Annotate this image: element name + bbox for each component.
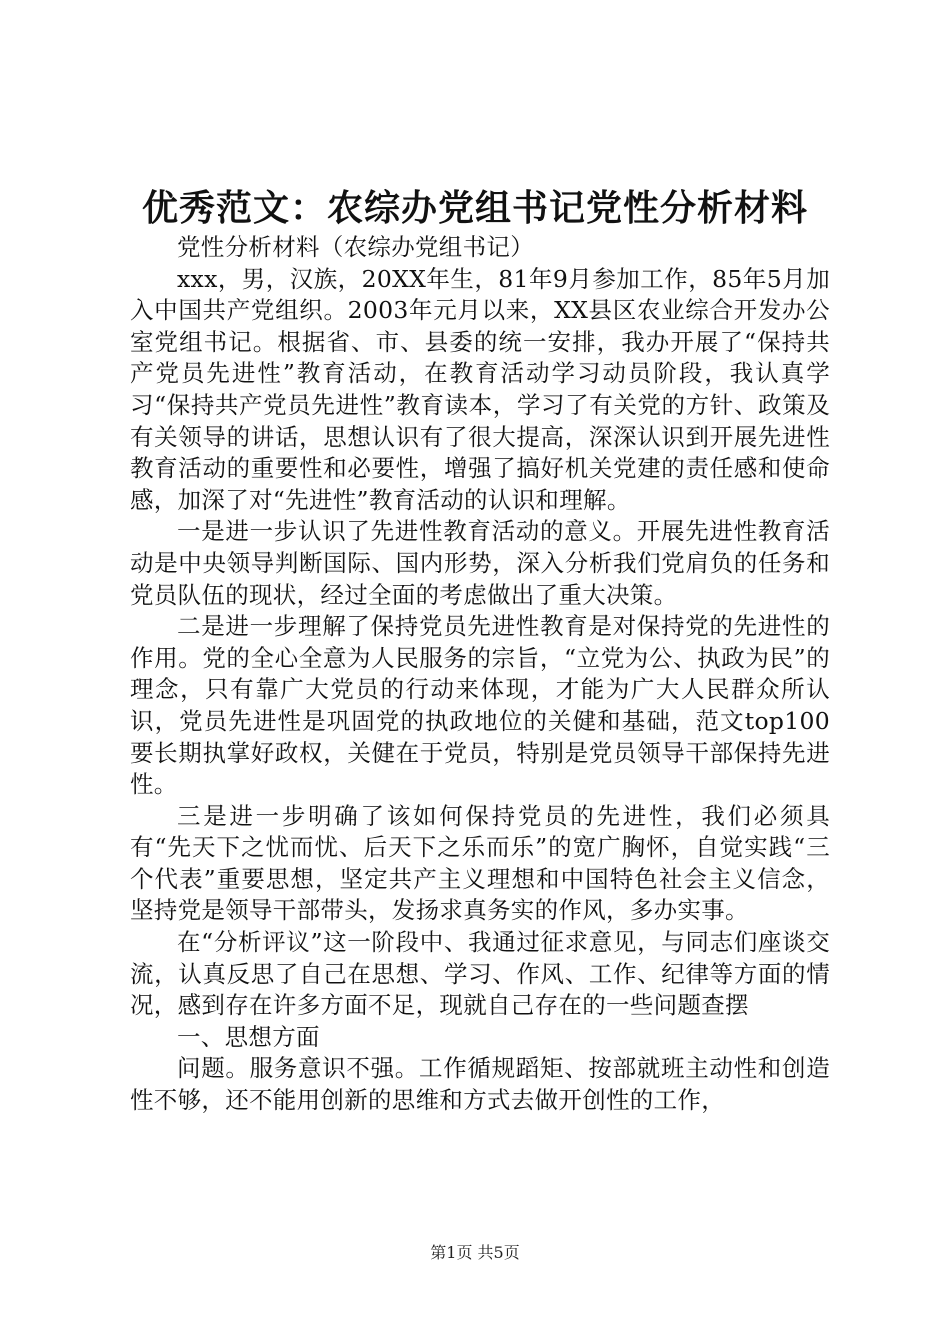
section-heading-thought: 一、思想方面 xyxy=(177,1022,320,1051)
paragraph-problem: 问题。服务意识不强。工作循规蹈矩、按部就班主动性和创造性不够，还不能用创新的思维和方式去做开创性的工作， xyxy=(130,1054,830,1115)
page-number-footer: 第1页 共5页 xyxy=(430,1243,520,1262)
paragraph-point-one: 一是进一步认识了先进性教育活动的意义。开展先进性教育活动是中央领导判断国际、国内形势，深入分析我们党肩负的任务和党员队伍的现状，经过全面的考虑做出了重大决策。 xyxy=(130,517,830,609)
document-title: 优秀范文：农综办党组书记党性分析材料 xyxy=(141,187,808,229)
paragraph-point-two: 二是进一步理解了保持党员先进性教育是对保持党的先进性的作用。党的全心全意为人民服务的宗旨，“立党为公、执政为民”的理念，只有靠广大党员的行动来体现，才能为广大人民群众所认识，党员先进性是巩固党的执政地位的关健和基础，范文top100要长期执掌好政权，关健在于党员，特别是党员领导干部保持先进性。 xyxy=(130,612,830,799)
paragraph-subtitle: 党性分析材料（农综办党组书记） xyxy=(177,233,534,261)
paragraph-intro: xxx，男，汉族，20XX年生，81年9月参加工作，85年5月加入中国共产党组织。2003年元月以来，XX县区农业综合开发办公室党组书记。根据省、市、县委的统一安排，我办开展了“保持共产党员先进性”教育活动，在教育活动学习动员阶段，我认真学习“保持共产党员先进性”教育读本，学习了有关党的方针、政策及有关领导的讲话，思想认识有了很大提高，深深认识到开展先进性教育活动的重要性和必要性，增强了搞好机关党建的责任感和使命感，加深了对“先进性”教育活动的认识和理解。 xyxy=(130,264,830,514)
document-body xyxy=(130,232,830,1117)
paragraph-point-three: 三是进一步明确了该如何保持党员的先进性，我们必须具有“先天下之忧而忧、后天下之乐而乐”的宽广胸怀，自觉实践“三个代表”重要思想，坚定共产主义理想和中国特色社会主义信念，坚持党是领导干部带头，发扬求真务实的作风，多办实事。 xyxy=(130,801,830,925)
paragraph-analysis: 在“分析评议”这一阶段中、我通过征求意见，与同志们座谈交流，认真反思了自己在思想、学习、作风、工作、纪律等方面的情况，感到存在许多方面不足，现就自己存在的一些问题查摆 xyxy=(130,928,830,1020)
